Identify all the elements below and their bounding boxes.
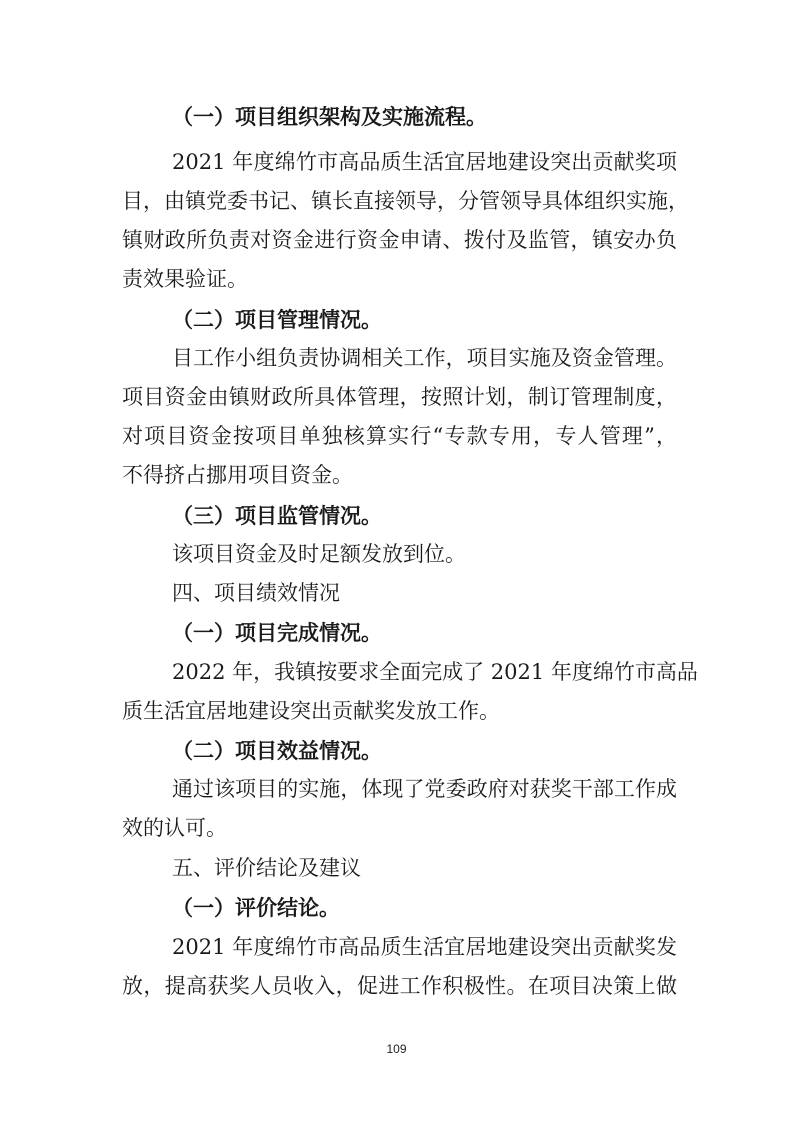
section-title-conclusion: 五、评价结论及建议: [172, 856, 361, 880]
paragraph-line: 项目资金由镇财政所具体管理，按照计划，制订管理制度，: [122, 385, 677, 409]
paragraph-line: 2021 年度绵竹市高品质生活宜居地建设突出贡献奖项: [172, 150, 677, 174]
section-title-performance: 四、项目绩效情况: [172, 581, 340, 605]
paragraph-line: 通过该项目的实施，体现了党委政府对获奖干部工作成: [172, 777, 677, 801]
paragraph-line: 目工作小组负责协调相关工作，项目实施及资金管理。: [172, 346, 677, 370]
heading-management: （二）项目管理情况。: [172, 308, 382, 332]
paragraph-line: 质生活宜居地建设突出贡献奖发放工作。: [122, 699, 500, 723]
paragraph-line: 该项目资金及时足额发放到位。: [172, 542, 466, 566]
paragraph-line: 责效果验证。: [122, 267, 248, 291]
paragraph-line: 2021 年度绵竹市高品质生活宜居地建设突出贡献奖发: [172, 935, 677, 959]
paragraph-line: 目，由镇党委书记、镇长直接领导，分管领导具体组织实施，: [122, 189, 689, 213]
paragraph-line: 镇财政所负责对资金进行资金申请、拨付及监管，镇安办负: [122, 228, 677, 252]
paragraph-line: 2022 年，我镇按要求全面完成了 2021 年度绵竹市高品: [172, 660, 698, 684]
heading-supervision: （三）项目监管情况。: [172, 504, 382, 528]
paragraph-line: 不得挤占挪用项目资金。: [122, 463, 353, 487]
heading-evaluation-conclusion: （一）评价结论。: [172, 896, 340, 920]
paragraph-line: 效的认可。: [122, 816, 227, 840]
heading-org-structure: （一）项目组织架构及实施流程。: [172, 105, 487, 129]
heading-benefits: （二）项目效益情况。: [172, 739, 382, 763]
heading-completion: （一）项目完成情况。: [172, 621, 382, 645]
paragraph-line: 对项目资金按项目单独核算实行“专款专用，专人管理”，: [122, 424, 677, 448]
page-number: 109: [386, 1042, 407, 1056]
paragraph-line: 放，提高获奖人员收入，促进工作积极性。在项目决策上做: [122, 974, 677, 998]
